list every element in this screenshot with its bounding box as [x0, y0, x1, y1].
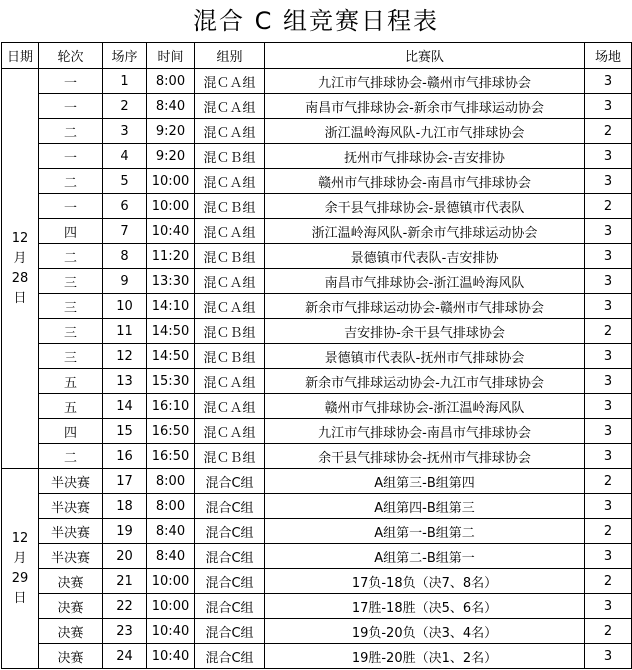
- table-row: [2, 519, 632, 544]
- group-cell: 混合C组: [195, 594, 265, 619]
- venue-cell: 3: [585, 94, 632, 119]
- group-cell: 混ＣＡ组: [195, 119, 265, 144]
- time-cell: 10:00: [147, 169, 195, 194]
- group-cell: 混合C组: [195, 494, 265, 519]
- match-no-cell: 9: [103, 269, 147, 294]
- group-cell: 混合C组: [195, 544, 265, 569]
- match-no-cell: 15: [103, 419, 147, 444]
- round-cell: 四: [39, 219, 103, 244]
- venue-cell: 2: [585, 119, 632, 144]
- venue-cell: 3: [585, 644, 632, 669]
- venue-cell: 3: [585, 544, 632, 569]
- round-cell: 半决赛: [39, 469, 103, 494]
- table-row: [2, 619, 632, 644]
- page-title: 混合 C 组竞赛日程表: [192, 7, 439, 35]
- venue-cell: 3: [585, 294, 632, 319]
- teams-cell: A组第三-B组第四: [265, 469, 585, 494]
- header-group: 组别: [195, 43, 265, 69]
- group-cell: 混ＣＢ组: [195, 319, 265, 344]
- round-cell: 决赛: [39, 569, 103, 594]
- table-row: [2, 469, 632, 494]
- match-no-cell: 4: [103, 144, 147, 169]
- group-cell: 混ＣＡ组: [195, 369, 265, 394]
- teams-cell: 浙江温岭海风队-九江市气排球协会: [265, 119, 585, 144]
- header-round: 轮次: [39, 43, 103, 69]
- time-cell: 15:30: [147, 369, 195, 394]
- group-cell: 混ＣＡ组: [195, 169, 265, 194]
- group-cell: 混ＣＡ组: [195, 219, 265, 244]
- table-row: [2, 569, 632, 594]
- table-row: [2, 344, 632, 369]
- round-cell: 三: [39, 269, 103, 294]
- round-cell: 半决赛: [39, 519, 103, 544]
- schedule-body: [2, 69, 632, 669]
- teams-cell: A组第二-B组第一: [265, 544, 585, 569]
- teams-cell: 景德镇市代表队-抚州市气排球协会: [265, 344, 585, 369]
- group-cell: 混合C组: [195, 569, 265, 594]
- match-no-cell: 12: [103, 344, 147, 369]
- round-cell: 二: [39, 244, 103, 269]
- table-row: [2, 544, 632, 569]
- group-cell: 混合C组: [195, 644, 265, 669]
- table-row: [2, 494, 632, 519]
- group-cell: 混合C组: [195, 469, 265, 494]
- round-cell: 半决赛: [39, 494, 103, 519]
- time-cell: 14:50: [147, 344, 195, 369]
- date-char: 日: [13, 590, 27, 606]
- schedule-table: [1, 42, 632, 669]
- venue-cell: 3: [585, 69, 632, 94]
- venue-cell: 3: [585, 144, 632, 169]
- time-cell: 14:10: [147, 294, 195, 319]
- teams-cell: 余干县气排球协会-景德镇市代表队: [265, 194, 585, 219]
- date-char: 28: [11, 270, 29, 286]
- venue-cell: 3: [585, 369, 632, 394]
- table-row: [2, 294, 632, 319]
- table-row: [2, 144, 632, 169]
- teams-cell: 赣州市气排球协会-南昌市气排球协会: [265, 169, 585, 194]
- teams-cell: 九江市气排球协会-赣州市气排球协会: [265, 69, 585, 94]
- time-cell: 8:00: [147, 494, 195, 519]
- table-row: [2, 319, 632, 344]
- time-cell: 8:00: [147, 469, 195, 494]
- time-cell: 10:00: [147, 194, 195, 219]
- table-row: [2, 444, 632, 469]
- date-char: 29: [11, 570, 29, 586]
- teams-cell: 南昌市气排球协会-浙江温岭海风队: [265, 269, 585, 294]
- time-cell: 16:10: [147, 394, 195, 419]
- table-row: [2, 244, 632, 269]
- date-char: 日: [13, 290, 27, 306]
- venue-cell: 3: [585, 344, 632, 369]
- match-no-cell: 10: [103, 294, 147, 319]
- round-cell: 三: [39, 319, 103, 344]
- table-row: [2, 394, 632, 419]
- date-cell: [2, 69, 39, 469]
- venue-cell: 3: [585, 494, 632, 519]
- time-cell: 9:20: [147, 119, 195, 144]
- match-no-cell: 20: [103, 544, 147, 569]
- venue-cell: 3: [585, 244, 632, 269]
- teams-cell: 新余市气排球运动协会-九江市气排球协会: [265, 369, 585, 394]
- time-cell: 8:40: [147, 94, 195, 119]
- venue-cell: 2: [585, 469, 632, 494]
- teams-cell: 17胜-18胜（决5、6名）: [265, 594, 585, 619]
- round-cell: 三: [39, 294, 103, 319]
- date-cell: [2, 469, 39, 669]
- match-no-cell: 22: [103, 594, 147, 619]
- match-no-cell: 18: [103, 494, 147, 519]
- table-row: [2, 194, 632, 219]
- time-cell: 8:40: [147, 519, 195, 544]
- group-cell: 混合C组: [195, 519, 265, 544]
- group-cell: 混ＣＡ组: [195, 94, 265, 119]
- teams-cell: 新余市气排球运动协会-赣州市气排球协会: [265, 294, 585, 319]
- round-cell: 决赛: [39, 594, 103, 619]
- date-char: 月: [13, 250, 27, 266]
- teams-cell: 浙江温岭海风队-新余市气排球运动协会: [265, 219, 585, 244]
- match-no-cell: 3: [103, 119, 147, 144]
- time-cell: 9:20: [147, 144, 195, 169]
- group-cell: 混合C组: [195, 619, 265, 644]
- table-row: [2, 594, 632, 619]
- table-row: [2, 419, 632, 444]
- table-row: [2, 219, 632, 244]
- teams-cell: 余干县气排球协会-抚州市气排球协会: [265, 444, 585, 469]
- round-cell: 二: [39, 119, 103, 144]
- time-cell: 8:40: [147, 544, 195, 569]
- round-cell: 一: [39, 144, 103, 169]
- round-cell: 一: [39, 69, 103, 94]
- match-no-cell: 13: [103, 369, 147, 394]
- venue-cell: 3: [585, 394, 632, 419]
- round-cell: 三: [39, 344, 103, 369]
- match-no-cell: 7: [103, 219, 147, 244]
- match-no-cell: 1: [103, 69, 147, 94]
- match-no-cell: 8: [103, 244, 147, 269]
- time-cell: 13:30: [147, 269, 195, 294]
- group-cell: 混ＣＡ组: [195, 294, 265, 319]
- round-cell: 决赛: [39, 619, 103, 644]
- match-no-cell: 14: [103, 394, 147, 419]
- venue-cell: 3: [585, 219, 632, 244]
- group-cell: 混ＣＢ组: [195, 244, 265, 269]
- time-cell: 10:40: [147, 644, 195, 669]
- round-cell: 二: [39, 169, 103, 194]
- time-cell: 16:50: [147, 419, 195, 444]
- group-cell: 混ＣＡ组: [195, 269, 265, 294]
- venue-cell: 2: [585, 194, 632, 219]
- teams-cell: 南昌市气排球协会-新余市气排球运动协会: [265, 94, 585, 119]
- venue-cell: 2: [585, 569, 632, 594]
- group-cell: 混ＣＡ组: [195, 394, 265, 419]
- group-cell: 混ＣＢ组: [195, 444, 265, 469]
- round-cell: 决赛: [39, 644, 103, 669]
- table-row: [2, 94, 632, 119]
- header-teams: 比赛队: [265, 43, 585, 69]
- venue-cell: 3: [585, 169, 632, 194]
- table-row: [2, 169, 632, 194]
- table-row: [2, 269, 632, 294]
- teams-cell: 19负-20负（决3、4名）: [265, 619, 585, 644]
- venue-cell: 3: [585, 419, 632, 444]
- teams-cell: 19胜-20胜（决1、2名）: [265, 644, 585, 669]
- header-match-no: 场序: [103, 43, 147, 69]
- venue-cell: 2: [585, 519, 632, 544]
- date-char: 12: [11, 230, 29, 246]
- round-cell: 二: [39, 444, 103, 469]
- teams-cell: 赣州市气排球协会-浙江温岭海风队: [265, 394, 585, 419]
- table-row: [2, 119, 632, 144]
- match-no-cell: 6: [103, 194, 147, 219]
- match-no-cell: 17: [103, 469, 147, 494]
- header-date: 日期: [2, 43, 39, 69]
- group-cell: 混ＣＢ组: [195, 344, 265, 369]
- teams-cell: 吉安排协-余干县气排球协会: [265, 319, 585, 344]
- teams-cell: A组第一-B组第二: [265, 519, 585, 544]
- time-cell: 11:20: [147, 244, 195, 269]
- match-no-cell: 24: [103, 644, 147, 669]
- venue-cell: 2: [585, 319, 632, 344]
- venue-cell: 3: [585, 594, 632, 619]
- round-cell: 五: [39, 369, 103, 394]
- table-row: [2, 369, 632, 394]
- match-no-cell: 11: [103, 319, 147, 344]
- venue-cell: 3: [585, 269, 632, 294]
- round-cell: 半决赛: [39, 544, 103, 569]
- time-cell: 10:00: [147, 594, 195, 619]
- table-row: [2, 644, 632, 669]
- group-cell: 混ＣＢ组: [195, 144, 265, 169]
- match-no-cell: 16: [103, 444, 147, 469]
- teams-cell: A组第四-B组第三: [265, 494, 585, 519]
- table-row: [2, 69, 632, 94]
- round-cell: 五: [39, 394, 103, 419]
- header-row: [2, 43, 632, 69]
- time-cell: 10:40: [147, 619, 195, 644]
- time-cell: 10:40: [147, 219, 195, 244]
- time-cell: 16:50: [147, 444, 195, 469]
- teams-cell: 九江市气排球协会-南昌市气排球协会: [265, 419, 585, 444]
- match-no-cell: 19: [103, 519, 147, 544]
- teams-cell: 景德镇市代表队-吉安排协: [265, 244, 585, 269]
- teams-cell: 17负-18负（决7、8名）: [265, 569, 585, 594]
- date-char: 12: [11, 530, 29, 546]
- group-cell: 混ＣＢ组: [195, 194, 265, 219]
- time-cell: 10:00: [147, 569, 195, 594]
- round-cell: 四: [39, 419, 103, 444]
- header-venue: 场地: [585, 43, 632, 69]
- match-no-cell: 23: [103, 619, 147, 644]
- group-cell: 混ＣＡ组: [195, 419, 265, 444]
- date-char: 月: [13, 550, 27, 566]
- match-no-cell: 21: [103, 569, 147, 594]
- teams-cell: 抚州市气排球协会-吉安排协: [265, 144, 585, 169]
- time-cell: 14:50: [147, 319, 195, 344]
- group-cell: 混ＣＡ组: [195, 69, 265, 94]
- venue-cell: 3: [585, 444, 632, 469]
- time-cell: 8:00: [147, 69, 195, 94]
- venue-cell: 2: [585, 619, 632, 644]
- round-cell: 一: [39, 194, 103, 219]
- match-no-cell: 5: [103, 169, 147, 194]
- round-cell: 一: [39, 94, 103, 119]
- match-no-cell: 2: [103, 94, 147, 119]
- header-time: 时间: [147, 43, 195, 69]
